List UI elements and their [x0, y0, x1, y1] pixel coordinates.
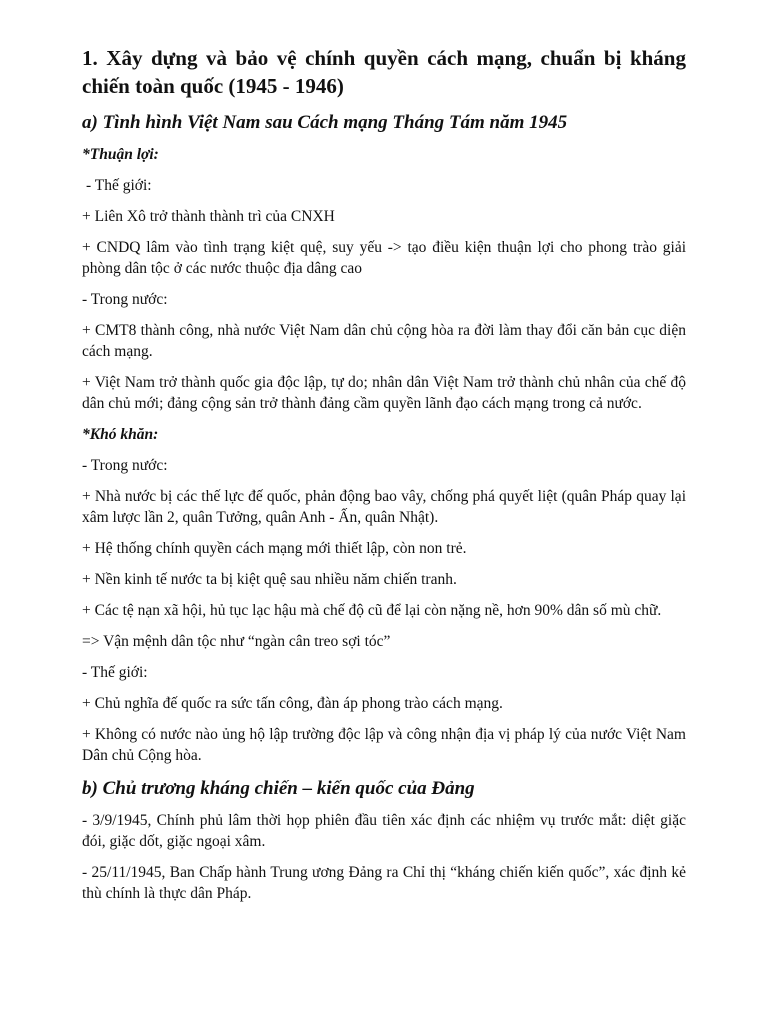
kho-khan-tg-item-1: + Chủ nghĩa đế quốc ra sức tấn công, đàn áp phong trào cách mạng. [82, 695, 503, 712]
section-a-heading: a) Tình hình Việt Nam sau Cách mạng Tháng Tám năm 1945 [82, 112, 568, 133]
kho-khan-the-gioi: - Thế giới: [82, 664, 148, 681]
kho-khan-tn-item-1: + Nhà nước bị các thế lực đế quốc, phản động bao vây, chống phá quyết liệt (quân Pháp quay lại xâm lược lần 2, quân Tưởng, quân Anh - Ấn, quân Nhật). [82, 488, 686, 526]
thuan-loi-tn-item-2: + Việt Nam trở thành quốc gia độc lập, tự do; nhân dân Việt Nam trở thành chủ nhân của chế độ dân chủ mới; đảng cộng sản trở thành đảng cầm quyền lãnh đạo cách mạng trong cả nước. [82, 374, 686, 412]
kho-khan-tn-item-2: + Hệ thống chính quyền cách mạng mới thiết lập, còn non trẻ. [82, 540, 467, 557]
kho-khan-conclusion: => Vận mệnh dân tộc như “ngàn cân treo sợi tóc” [82, 633, 391, 650]
document-title: 1. Xây dựng và bảo vệ chính quyền cách mạng, chuẩn bị kháng chiến toàn quốc (1945 - 1946) [82, 46, 686, 98]
kho-khan-tn-item-4: + Các tệ nạn xã hội, hủ tục lạc hậu mà chế độ cũ để lại còn nặng nề, hơn 90% dân số mù chữ. [82, 602, 662, 619]
kho-khan-tn-item-3: + Nền kinh tế nước ta bị kiệt quệ sau nhiều năm chiến tranh. [82, 571, 457, 588]
kho-khan-label: *Khó khăn: [82, 426, 159, 443]
kho-khan-tg-item-2: + Không có nước nào ủng hộ lập trường độc lập và công nhận địa vị pháp lý của nước Việt Nam Dân chủ Cộng hòa. [82, 726, 686, 764]
thuan-loi-the-gioi: - Thế giới: [86, 177, 152, 194]
thuan-loi-tg-item-1: + Liên Xô trở thành thành trì của CNXH [82, 208, 335, 225]
section-b-heading: b) Chủ trương kháng chiến – kiến quốc của Đảng [82, 778, 475, 799]
section-b-paragraph-2: - 25/11/1945, Ban Chấp hành Trung ương Đảng ra Chỉ thị “kháng chiến kiến quốc”, xác định kẻ thù chính là thực dân Pháp. [82, 864, 686, 902]
thuan-loi-tn-item-1: + CMT8 thành công, nhà nước Việt Nam dân chủ cộng hòa ra đời làm thay đổi căn bản cục diện cách mạng. [82, 322, 686, 360]
section-b-paragraph-1: - 3/9/1945, Chính phủ lâm thời họp phiên đầu tiên xác định các nhiệm vụ trước mắt: diệt giặc đói, giặc dốt, giặc ngoại xâm. [82, 812, 686, 850]
kho-khan-trong-nuoc: - Trong nước: [82, 457, 168, 474]
thuan-loi-tg-item-2: + CNDQ lâm vào tình trạng kiệt quệ, suy yếu -> tạo điều kiện thuận lợi cho phong trào giải phòng dân tộc ở các nước thuộc địa dâng cao [82, 239, 686, 277]
thuan-loi-label: *Thuận lợi: [82, 146, 159, 163]
thuan-loi-trong-nuoc: - Trong nước: [82, 291, 168, 308]
